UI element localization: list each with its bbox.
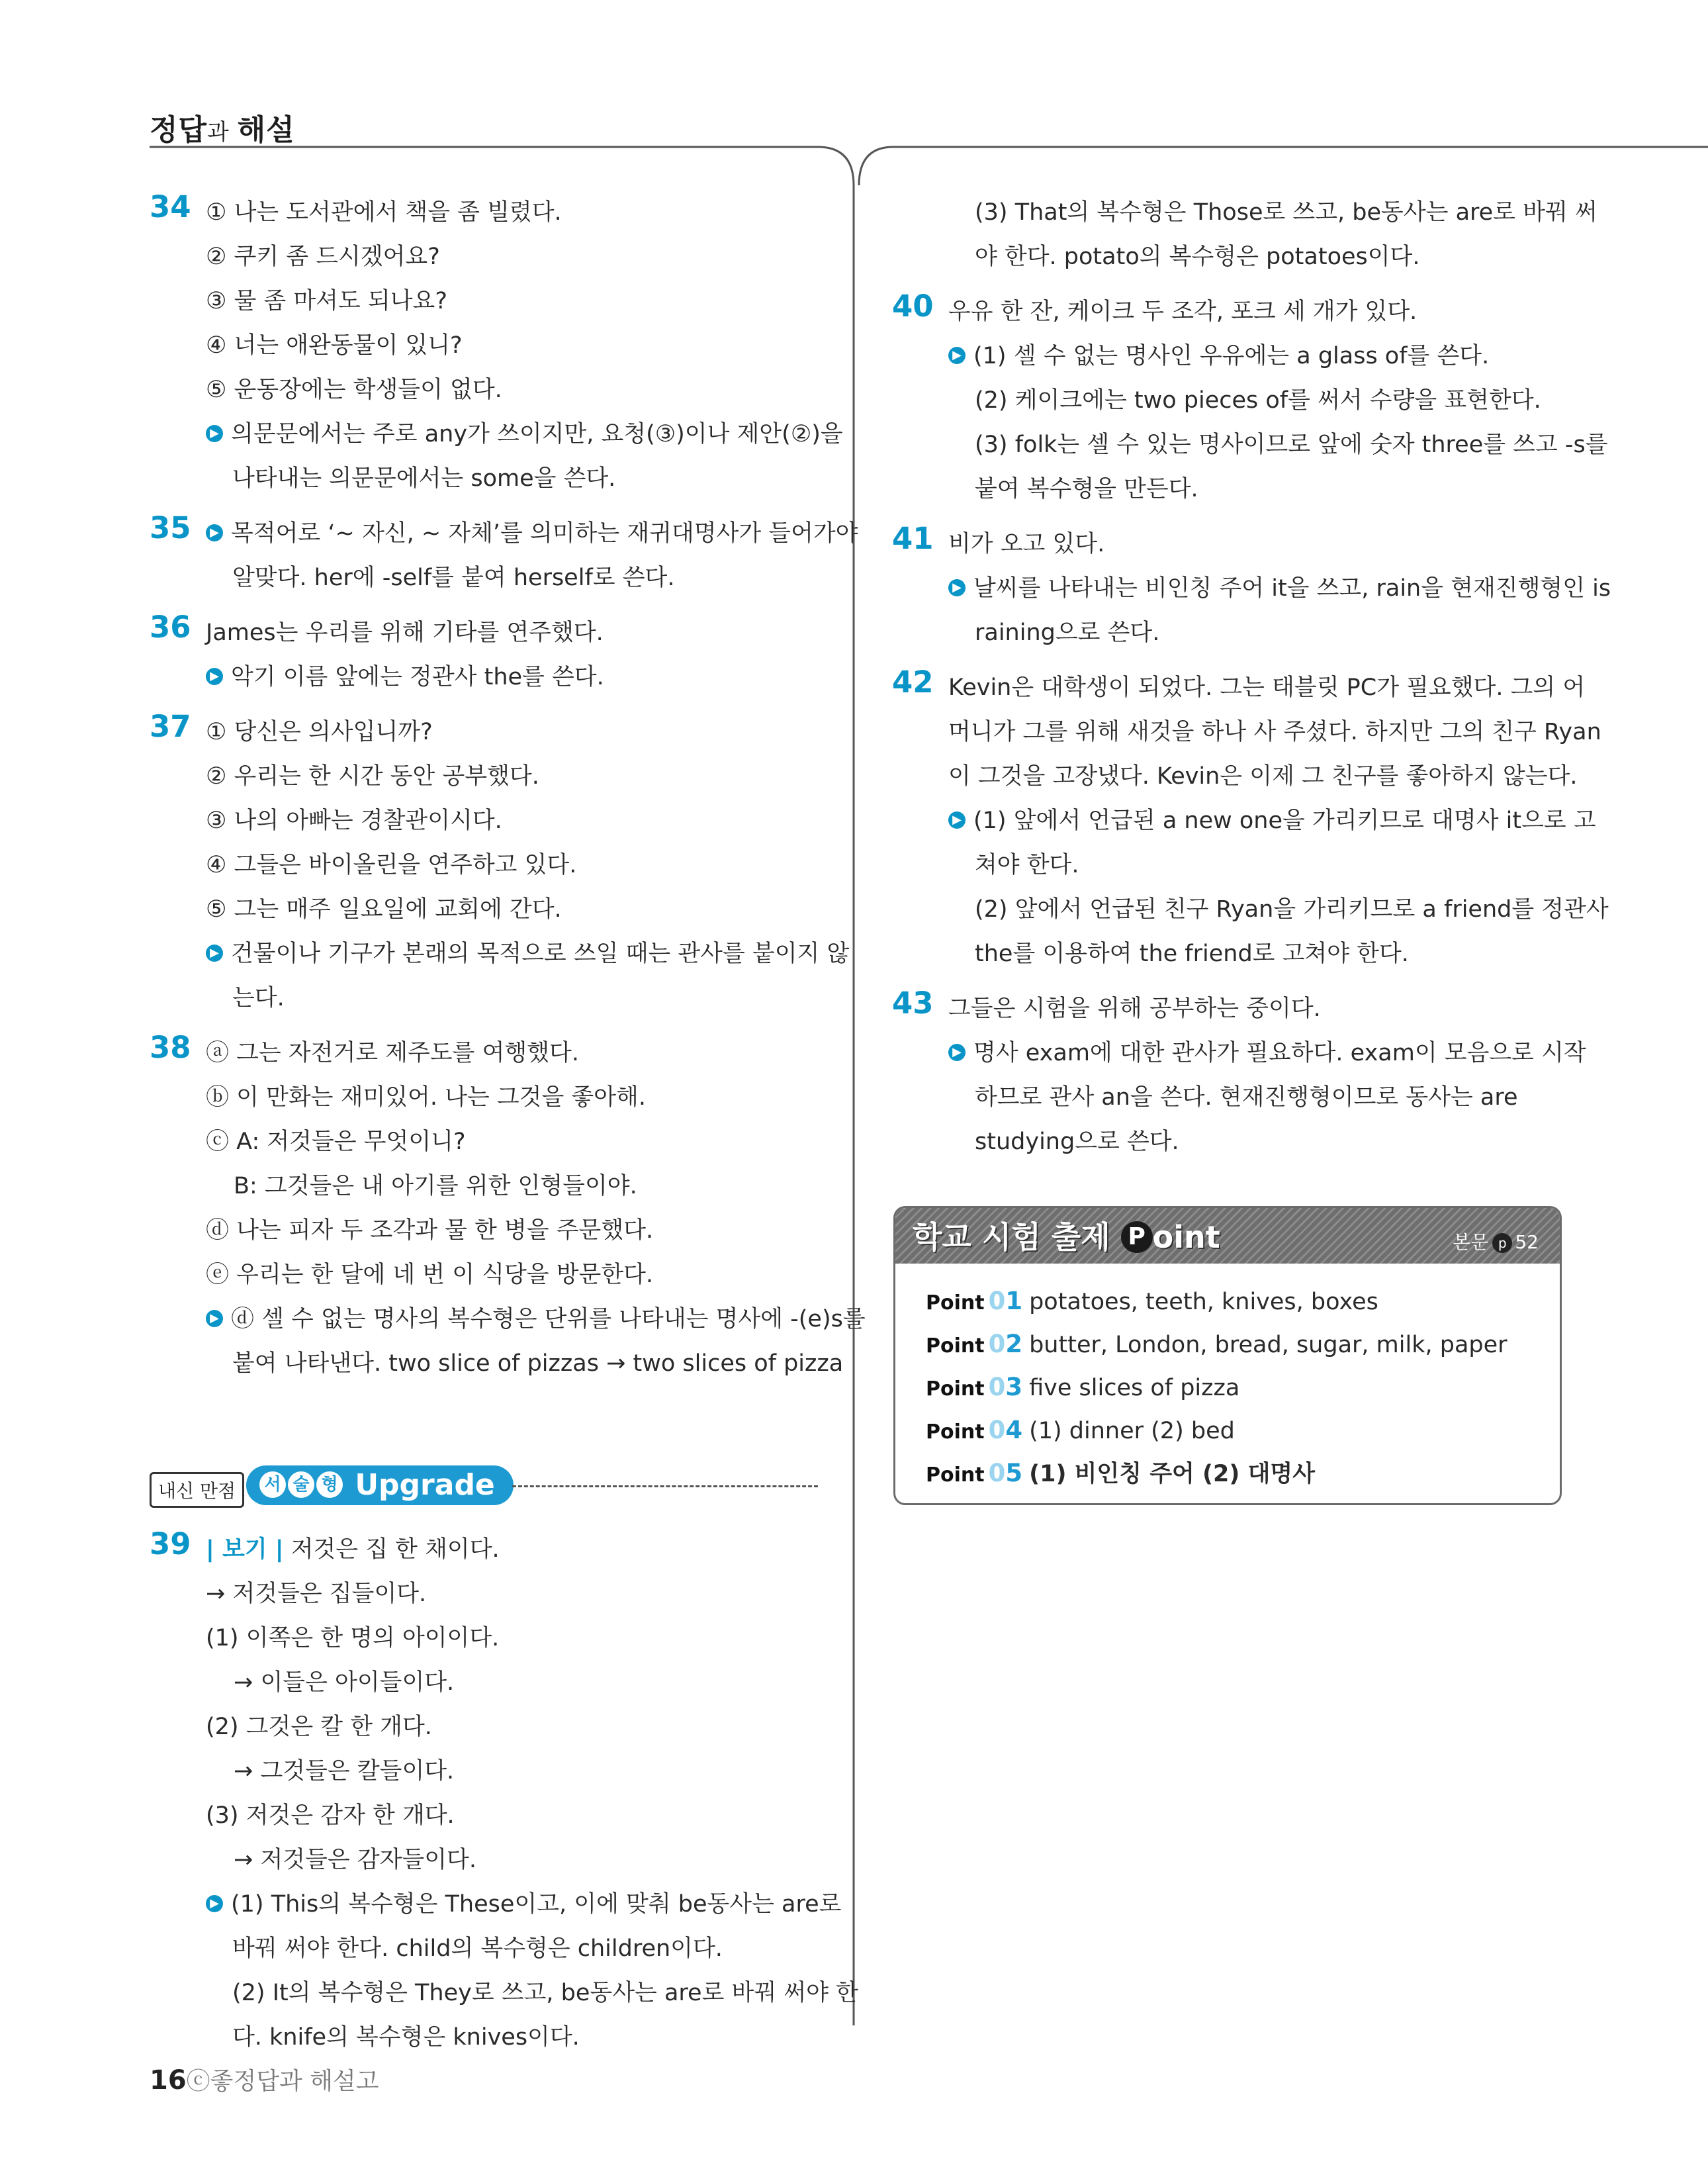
explanation-line: ⓓ 셀 수 없는 명사의 복수형은 단위를 나타내는 명사에 -(e)s를 — [231, 1306, 866, 1332]
explanation-line: (1) This의 복수형은 These이고, 이에 맞춰 be동사는 are로 — [231, 1891, 842, 1918]
point-number — [989, 1287, 1023, 1315]
question-40 — [892, 289, 1608, 512]
left-column — [150, 189, 866, 2070]
question-number: 41 — [892, 521, 934, 556]
question-43 — [892, 986, 1586, 1164]
answer-line: 이 그것을 고장냈다. Kevin은 이제 그 친구를 좋아하지 않는다. — [948, 763, 1578, 790]
question-number: 40 — [892, 289, 934, 324]
upgrade-title: Upgrade — [355, 1468, 495, 1502]
answer-line: (3) 저것은 감자 한 개다. — [206, 1802, 455, 1829]
explanation-line: raining으로 쓴다. — [975, 620, 1160, 646]
answer-line: 우유 한 잔, 케이크 두 조각, 포크 세 개가 있다. — [948, 299, 1417, 325]
answer-line: → 이들은 아이들이다. — [234, 1669, 455, 1696]
question-36 — [150, 611, 818, 700]
explanation-arrow-icon: ▶ — [948, 1044, 966, 1061]
explanation-line: 나타내는 의문문에서는 some을 쓴다. — [232, 465, 616, 492]
point-number-digit: 3 — [1005, 1373, 1023, 1401]
explanation-line: 다. knife의 복수형은 knives이다. — [232, 2024, 580, 2051]
point-list — [926, 1281, 1547, 1496]
reference-label: 본문 — [1453, 1231, 1489, 1253]
answer-line: (1) 이쪽은 한 명의 아이이다. — [206, 1625, 500, 1651]
point-text: butter, London, bread, sugar, milk, paper — [1029, 1332, 1507, 1358]
point-reference — [1453, 1228, 1539, 1254]
question-number: 42 — [892, 665, 934, 700]
point-row — [926, 1281, 1547, 1324]
upgrade-char-3: 형 — [316, 1471, 343, 1498]
explanation-line: 악기 이름 앞에는 정관사 the를 쓴다. — [231, 664, 604, 690]
answer-line: ④ 너는 애완동물이 있니? — [206, 332, 463, 359]
point-row — [926, 1367, 1547, 1410]
answer-line: Kevin은 대학생이 되었다. 그는 태블릿 PC가 필요했다. 그의 어 — [948, 674, 1586, 701]
point-number-zero: 0 — [988, 1459, 1006, 1487]
explanation-line: 날씨를 나타내는 비인칭 주어 it을 쓰고, rain을 현재진행형인 is — [973, 575, 1611, 602]
explanation-line: (3) That의 복수형은 Those로 쓰고, be동사는 are로 바꿔 써 — [975, 199, 1597, 226]
reference-page: 52 — [1515, 1231, 1539, 1253]
question-35 — [150, 510, 858, 600]
point-box-title — [913, 1213, 1220, 1257]
answer-line: 저것은 집 한 채이다. — [283, 1536, 500, 1563]
explanation-arrow-icon: ▶ — [206, 524, 223, 541]
explanation-arrow-icon: ▶ — [206, 425, 223, 442]
upgrade-pill — [246, 1465, 514, 1505]
answer-line: 비가 오고 있다. — [948, 531, 1105, 557]
point-logo: Point — [926, 1420, 985, 1444]
point-title-suffix: oint — [1152, 1219, 1220, 1255]
answer-line: B: 그것들은 내 아기를 위한 인형들이야. — [234, 1173, 637, 1199]
point-text: (1) 비인칭 주어 (2) 대명사 — [1029, 1461, 1316, 1487]
upgrade-banner — [150, 1465, 818, 1512]
point-number-digit: 2 — [1005, 1330, 1023, 1358]
explanation-arrow-icon: ▶ — [948, 579, 966, 596]
point-logo: Point — [926, 1334, 985, 1358]
explanation-line: 쳐야 한다. — [975, 852, 1079, 878]
explanation-arrow-icon: ▶ — [206, 1310, 223, 1327]
upgrade-tag: 내신 만점 — [150, 1472, 244, 1508]
upgrade-char-2: 술 — [288, 1471, 314, 1498]
point-number — [989, 1330, 1023, 1358]
question-34 — [150, 189, 843, 501]
header-mid: 과 — [207, 119, 238, 146]
point-p-badge-icon: P — [1121, 1221, 1153, 1253]
question-number: 35 — [150, 510, 191, 545]
answer-line: → 저것들은 집들이다. — [206, 1581, 427, 1607]
explanation-arrow-icon: ▶ — [206, 945, 223, 962]
example-label: | 보기 | — [206, 1536, 284, 1563]
explanation-line: 바꿔 써야 한다. child의 복수형은 children이다. — [232, 1935, 723, 1962]
explanation-line: (2) 앞에서 언급된 친구 Ryan을 가리키므로 a friend를 정관사 — [975, 896, 1609, 923]
point-number — [989, 1459, 1023, 1487]
explanation-arrow-icon: ▶ — [948, 811, 966, 829]
question-number: 43 — [892, 986, 934, 1021]
answer-line: ⓒ A: 저것들은 무엇이니? — [206, 1129, 466, 1155]
question-number: 36 — [150, 610, 191, 645]
question-39 — [150, 1526, 858, 2060]
explanation-line: 의문문에서는 주로 any가 쓰이지만, 요청(③)이나 제안(②)을 — [231, 421, 843, 447]
explanation-line: studying으로 쓴다. — [975, 1129, 1179, 1155]
answer-line: ② 쿠키 좀 드시겠어요? — [206, 244, 440, 270]
upgrade-char-1: 서 — [259, 1471, 286, 1498]
answer-line: James는 우리를 위해 기타를 연주했다. — [206, 620, 604, 646]
answer-line: ⓓ 나는 피자 두 조각과 물 한 병을 주문했다. — [206, 1217, 654, 1244]
explanation-line: (2) 케이크에는 two pieces of를 써서 수량을 표현한다. — [975, 387, 1541, 414]
right-column — [892, 191, 1611, 1175]
question-37 — [150, 709, 850, 1021]
point-logo: Point — [926, 1291, 985, 1315]
question-number: 37 — [150, 709, 191, 744]
explanation-line: the를 이용하여 the friend로 고쳐야 한다. — [975, 941, 1409, 967]
header-part1: 정답 — [150, 113, 208, 147]
question-38 — [150, 1030, 866, 1386]
point-number-digit: 5 — [1005, 1459, 1023, 1487]
answer-line: ① 당신은 의사입니까? — [206, 719, 433, 745]
explanation-line: 붙여 나타낸다. two slice of pizzas → two slices of pizza — [232, 1350, 844, 1377]
question-41 — [892, 521, 1611, 655]
point-number — [989, 1373, 1023, 1401]
explanation-line: 는다. — [232, 985, 285, 1011]
answer-line: ⓐ 그는 자전거로 제주도를 여행했다. — [206, 1040, 579, 1066]
answer-line: ② 우리는 한 시간 동안 공부했다. — [206, 763, 539, 790]
explanation-line: (3) folk는 셀 수 있는 명사이므로 앞에 숫자 three를 쓰고 -s를 — [975, 432, 1608, 458]
question-number: 34 — [150, 189, 191, 224]
upgrade-dashed-rule — [512, 1485, 818, 1487]
school-exam-point-box — [893, 1206, 1562, 1505]
page-footer — [150, 2062, 379, 2096]
question-42 — [892, 665, 1609, 976]
answer-line: ⑤ 운동장에는 학생들이 없다. — [206, 377, 502, 403]
point-number-zero: 0 — [988, 1287, 1006, 1315]
answer-line: ③ 물 좀 마셔도 되나요? — [206, 288, 447, 314]
point-text: potatoes, teeth, knives, boxes — [1029, 1289, 1378, 1315]
page-badge-icon: p — [1492, 1233, 1512, 1253]
page-number: 16 — [150, 2065, 187, 2096]
point-row — [926, 1453, 1547, 1496]
question-number: 39 — [150, 1526, 191, 1561]
point-row — [926, 1324, 1547, 1367]
answer-line: 머니가 그를 위해 새것을 하나 사 주셨다. 하지만 그의 친구 Ryan — [948, 719, 1601, 745]
explanation-line: 붙여 복수형을 만든다. — [975, 476, 1198, 502]
explanation-arrow-icon: ▶ — [206, 1895, 223, 1912]
answer-line: (2) 그것은 칼 한 개다. — [206, 1714, 432, 1740]
answer-line: ③ 나의 아빠는 경찰관이시다. — [206, 808, 502, 834]
explanation-arrow-icon: ▶ — [948, 347, 966, 364]
point-text: (1) dinner (2) bed — [1029, 1418, 1235, 1444]
answer-line: → 저것들은 감자들이다. — [234, 1847, 476, 1873]
header-part2: 해설 — [237, 113, 295, 147]
point-number-zero: 0 — [988, 1330, 1006, 1358]
answer-line: ④ 그들은 바이올린을 연주하고 있다. — [206, 852, 577, 878]
point-number — [989, 1416, 1023, 1444]
point-text: five slices of pizza — [1029, 1375, 1240, 1401]
answer-line: 그들은 시험을 위해 공부하는 중이다. — [948, 996, 1321, 1022]
point-number-zero: 0 — [988, 1416, 1006, 1444]
answer-line: ⑤ 그는 매주 일요일에 교회에 간다. — [206, 896, 562, 923]
point-row — [926, 1410, 1547, 1453]
explanation-line: 알맞다. her에 -self를 붙여 herself로 쓴다. — [232, 565, 675, 591]
point-title-text: 학교 시험 출제 — [913, 1219, 1121, 1255]
explanation-line: (1) 앞에서 언급된 a new one을 가리키므로 대명사 it으로 고 — [973, 808, 1596, 834]
point-number-zero: 0 — [988, 1373, 1006, 1401]
point-number-digit: 1 — [1005, 1287, 1023, 1315]
explanation-line: 야 한다. potato의 복수형은 potatoes이다. — [975, 244, 1420, 270]
explanation-line: 건물이나 기구가 본래의 목적으로 쓰일 때는 관사를 붙이지 않 — [231, 941, 850, 967]
point-logo: Point — [926, 1463, 985, 1487]
answer-line: ⓑ 이 만화는 재미있어. 나는 그것을 좋아해. — [206, 1084, 646, 1111]
explanation-line: (1) 셀 수 없는 명사인 우유에는 a glass of를 쓴다. — [973, 343, 1490, 369]
explanation-line: 명사 exam에 대한 관사가 필요하다. exam이 모음으로 시작 — [973, 1040, 1586, 1066]
explanation-line: 하므로 관사 an을 쓴다. 현재진행형이므로 동사는 are — [975, 1084, 1518, 1111]
explanation-arrow-icon: ▶ — [206, 668, 223, 685]
explanation-line: (2) It의 복수형은 They로 쓰고, be동사는 are로 바꿔 써야 한 — [232, 1980, 858, 2006]
point-box-header — [895, 1208, 1560, 1264]
answer-line: ① 나는 도서관에서 책을 좀 빌렸다. — [206, 199, 562, 226]
point-logo: Point — [926, 1377, 985, 1401]
question-number: 38 — [150, 1030, 191, 1065]
point-number-digit: 4 — [1005, 1416, 1023, 1444]
footer-text: ⓒ좋정답과 해설고 — [186, 2068, 379, 2095]
question-39-continued — [892, 191, 1597, 279]
explanation-line: 목적어로 ‘~ 자신, ~ 자체’를 의미하는 재귀대명사가 들어가야 — [231, 520, 858, 547]
answer-line: → 그것들은 칼들이다. — [234, 1758, 455, 1784]
answer-line: ⓔ 우리는 한 달에 네 번 이 식당을 방문한다. — [206, 1262, 654, 1288]
